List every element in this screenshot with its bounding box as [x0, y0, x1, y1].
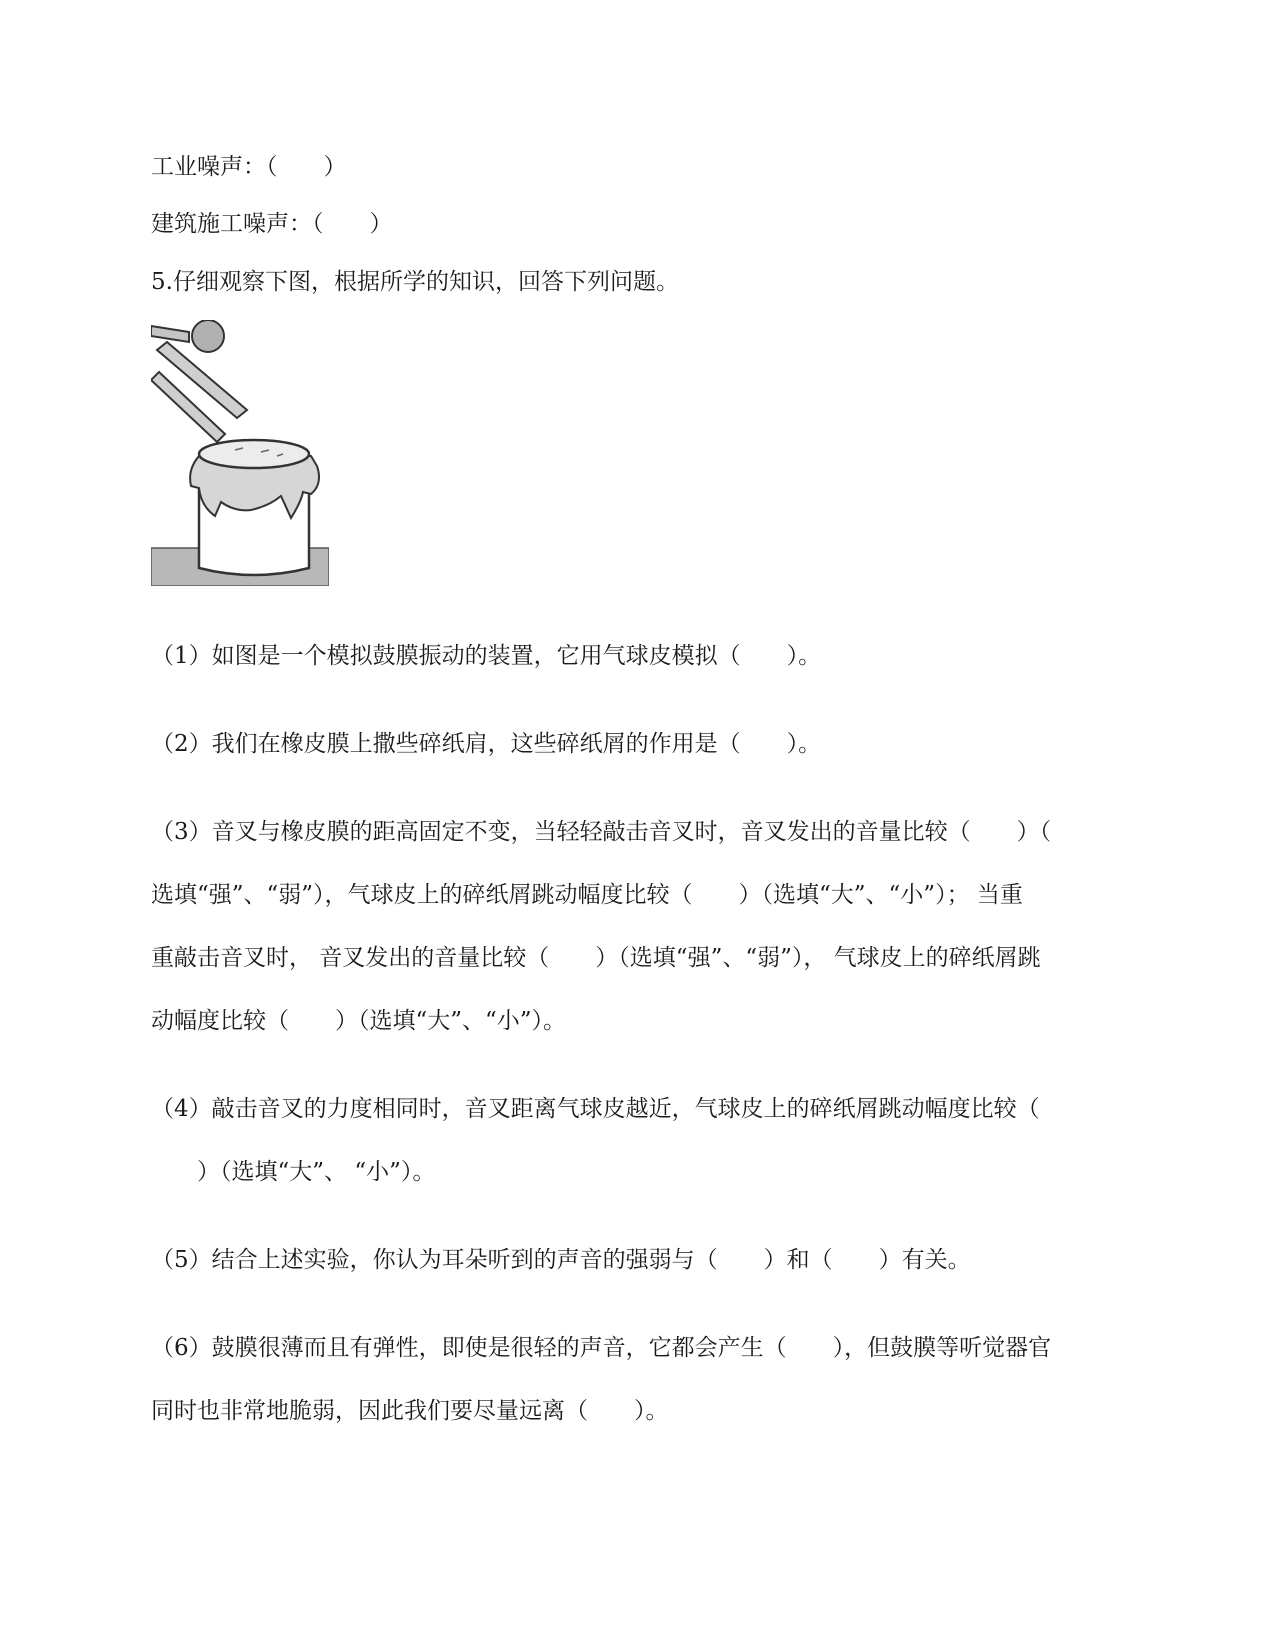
question-5-part-5: （5）结合上述实验，你认为耳朵听到的声音的强弱与（ ）和（ ）有关。	[151, 1247, 971, 1273]
question-5-part-1: （1）如图是一个模拟鼓膜振动的装置，它用气球皮模拟（ ）。	[151, 643, 822, 669]
tuning-fork-drum-figure	[151, 320, 329, 586]
tuning-fork-prong-upper	[157, 342, 247, 418]
question-5-part-3-line-1: （3）音叉与橡皮膜的距高固定不变，当轻轻敲击音叉时，音叉发出的音量比较（ ）（	[151, 819, 1052, 845]
question-5-part-6-line-1: （6）鼓膜很薄而且有弹性，即使是很轻的声音，它都会产生（ ），但鼓膜等听觉器官	[151, 1335, 1052, 1361]
industrial-noise-line: 工业噪声：（ ）	[151, 154, 347, 180]
clamp-ball	[192, 320, 224, 352]
question-5-part-6-line-2: 同时也非常地脆弱，因此我们要尽量远离（ ）。	[151, 1398, 669, 1424]
question-5-stem: 5.仔细观察下图，根据所学的知识，回答下列问题。	[151, 269, 679, 295]
clamp-rod	[151, 326, 189, 342]
cup-rim	[199, 440, 309, 468]
question-5-part-4-line-2: ）（选填“大”、 “小”）。	[151, 1159, 436, 1185]
question-5-part-3-line-4: 动幅度比较（ ）（选填“大”、“小”）。	[151, 1008, 567, 1034]
question-5-part-2: （2）我们在橡皮膜上撒些碎纸肩，这些碎纸屑的作用是（ ）。	[151, 731, 822, 757]
question-5-part-3-line-3: 重敲击音叉时， 音叉发出的音量比较（ ）（选填“强”、“弱”）， 气球皮上的碎纸屑跳	[151, 945, 1041, 971]
construction-noise-line: 建筑施工噪声：（ ）	[151, 211, 393, 237]
question-5-part-3-line-2: 选填“强”、“弱”），气球皮上的碎纸屑跳动幅度比较（ ）（选填“大”、“小”）； 当重	[151, 882, 1023, 908]
question-5-part-4-line-1: （4）敲击音叉的力度相同时，音叉距离气球皮越近，气球皮上的碎纸屑跳动幅度比较（	[151, 1096, 1040, 1122]
